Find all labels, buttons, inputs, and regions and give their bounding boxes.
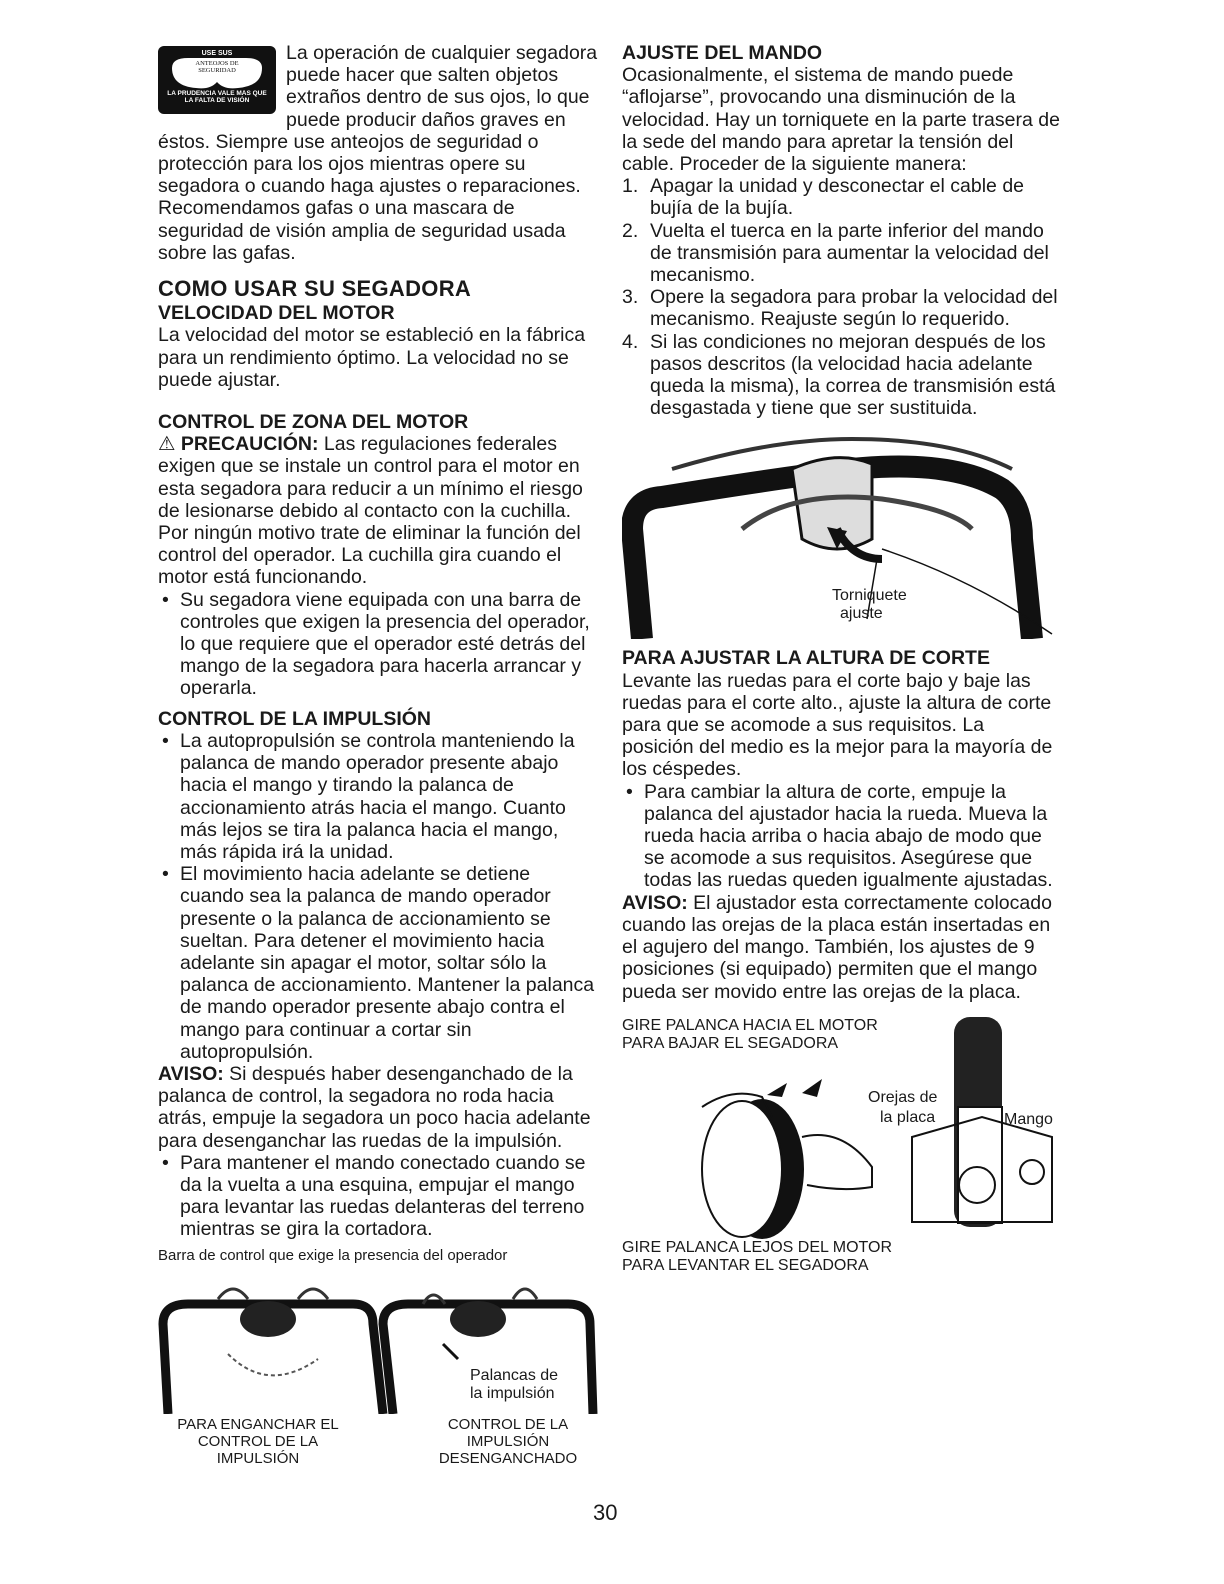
- operator-bar-caption: Barra de control que exige la presencia del operador: [158, 1246, 508, 1264]
- altura-aviso-label: AVISO:: [622, 891, 688, 914]
- altura-text: Levante las ruedas para el corte bajo y baje las ruedas para el corte alto., ajuste la altura de corte para que se acomode a sus requisitos. La posición del medio es la mejor para la mayoría de los céspedes.: [622, 669, 1053, 781]
- ajuste-step: 4. Si las condiciones no mejoran después de los pasos descritos (la velocidad hacia adelante queda la misma), la correa de transmisión está desgastada y tiene que ser sustituida.: [622, 330, 1056, 420]
- badge-line1: USE SUS: [201, 50, 233, 57]
- safety-glasses-badge: [158, 46, 276, 114]
- velocidad-text: La velocidad del motor se estableció en la fábrica para un rendimiento óptimo. La velocidad no se puede ajustar.: [158, 324, 586, 391]
- precaucion-paragraph: [158, 433, 598, 588]
- precaucion-text: Las regulaciones federales exigen que se instale un control para el motor en esta segadora para reducir a un mínimo el riesgo de lesionarse debido al contacto con la cuchilla. Por ningún motivo trate de eliminar la función del control del operador. La cuchilla gira cuando el motor está funcionando.: [158, 433, 583, 589]
- ajuste-step: 1. Apagar la unidad y desconectar el cable de bujía de la bujía.: [622, 175, 1025, 220]
- altura-aviso-text: El ajustador esta correctamente colocado cuando las orejas de la placa están insertadas en el agujero del mango. También, los ajustes de 9 posiciones (si equipado) permiten que el mango pueda ser movido entre las orejas de la placa.: [622, 891, 1052, 1003]
- caption-desenganchado: CONTROL DE LA IMPULSIÓN DESENGANCHADO: [438, 1415, 578, 1467]
- mango-label: Mango: [1004, 1110, 1053, 1128]
- gire-hacia-text-2: PARA BAJAR EL SEGADORA: [622, 1034, 839, 1052]
- torniquete-figure: [622, 409, 1060, 639]
- gire-lejos-text-1: GIRE PALANCA LEJOS DEL MOTOR: [622, 1238, 892, 1256]
- ajuste-mando-text: Ocasionalmente, el sistema de mando puede “aflojarse”, provocando una disminución de la velocidad. Hay un torniquete en la parte trasera de la sede del mando para apretar la tensión del cable. Proceder de la siguiente manera:: [622, 64, 1060, 176]
- gire-hacia-text-1: GIRE PALANCA HACIA EL MOTOR: [622, 1016, 878, 1034]
- badge-line3: LA PRUDENCIA VALE MÁS QUE LA FALTA DE VISIÓN: [167, 90, 267, 104]
- goggles-icon: [158, 46, 276, 114]
- precaucion-label: PRECAUCIÓN:: [180, 433, 319, 456]
- gire-lejos-text-2: PARA LEVANTAR EL SEGADORA: [622, 1256, 869, 1274]
- impulsion-bullet-1: • La autopropulsión se controla manteniendo la palanca de mando operador presente abajo hacia el mango y tirando la palanca de accionamiento atrás hacia el mango. Cuanto más lejos se tira la palanca hacia el mango, más rápida irá la unidad.: [158, 730, 598, 863]
- warning-icon: ⚠: [158, 433, 176, 456]
- ajuste-step: 3. Opere la segadora para probar la velocidad del mecanismo. Reajuste según lo requerido.: [622, 286, 1058, 331]
- aviso-text: Si después haber desenganchado de la palanca de control, la segadora no roda hacia atrás, empuje la segadora un poco hacia adelante para desenganchar las ruedas de la impulsión.: [158, 1062, 591, 1152]
- aviso-label: AVISO:: [158, 1062, 224, 1085]
- velocidad-heading: VELOCIDAD DEL MOTOR: [158, 302, 395, 325]
- left-column: [158, 42, 598, 1467]
- ajuste-mando-heading: AJUSTE DEL MANDO: [622, 42, 823, 64]
- caption-enganchar: PARA ENGANCHAR EL CONTROL DE LA IMPULSIÓN: [177, 1415, 339, 1467]
- wheel-adjuster-illustration: [622, 1017, 1060, 1247]
- ajuste-steps: [622, 175, 1060, 419]
- badge-line2: ANTEOJOS DE SEGURIDAD: [195, 60, 239, 74]
- palancas-label: Palancas de la impulsión: [470, 1366, 559, 1402]
- impulsion-bullet-2: • El movimiento hacia adelante se detiene cuando sea la palanca de mando operador presente o la palanca de accionamiento se sueltan. Para detener el movimiento hacia adelante sin apagar el motor, soltar sólo la palanca de accionamiento. Mantener la palanca de mando operador presente abajo contra el mango para continuar a cortar sin autopropulsión.: [158, 863, 598, 1063]
- altura-bullet: • Para cambiar la altura de corte, empuje la palanca del ajustador hacia la rueda. Mueva la rueda hacia arriba o hacia abajo de modo que se acomode a sus requisitos. Asegúrese que todas las ruedas queden igualmente ajustadas.: [622, 781, 1060, 892]
- altura-heading: PARA AJUSTAR LA ALTURA DE CORTE: [622, 647, 990, 670]
- drive-control-figure: [158, 1247, 598, 1467]
- right-column: [622, 42, 1060, 1277]
- height-adjust-figure: [622, 1017, 1060, 1277]
- ajuste-step: 2. Vuelta el tuerca en la parte inferior del mando de transmisión para aumentar la velocidad del mecanismo.: [622, 219, 1049, 287]
- impulsion-aviso: [158, 1063, 598, 1152]
- orejas-label-1: Orejas de: [868, 1088, 938, 1106]
- ajuste-label: ajuste: [840, 605, 883, 623]
- orejas-label-2: la placa: [880, 1108, 936, 1126]
- intro-text: La operación de cualquier segadora puede hacer que salten objetos extraños dentro de sus ojos, lo que puede producir daños graves en éstos. Siempre use anteojos de seguridad o protección para los ojos mientras opere su segadora o cuando haga ajustes o reparaciones. Recomendamos gafas o una mascara de seguridad de visión amplia de seguridad usada sobre las gafas.: [158, 42, 598, 264]
- altura-aviso: [622, 892, 1060, 1003]
- control-zona-bullet: • Su segadora viene equipada con una barra de controles que exigen la presencia del operador, lo que requiere que el operador esté detrás del mango de la segadora para hacerla arrancar y operarla.: [158, 589, 598, 700]
- impulsion-heading: CONTROL DE LA IMPULSIÓN: [158, 707, 431, 730]
- impulsion-bullet-3: • Para mantener el mando conectado cuando se da la vuelta a una esquina, empujar el mango para levantar las ruedas delanteras del terreno mientras se gira la cortadora.: [158, 1152, 598, 1241]
- control-zona-heading: CONTROL DE ZONA DEL MOTOR: [158, 411, 469, 434]
- page-number: 30: [593, 1500, 618, 1525]
- torniquete-label: Torniquete: [832, 587, 907, 605]
- como-usar-heading: COMO USAR SU SEGADORA: [158, 276, 472, 302]
